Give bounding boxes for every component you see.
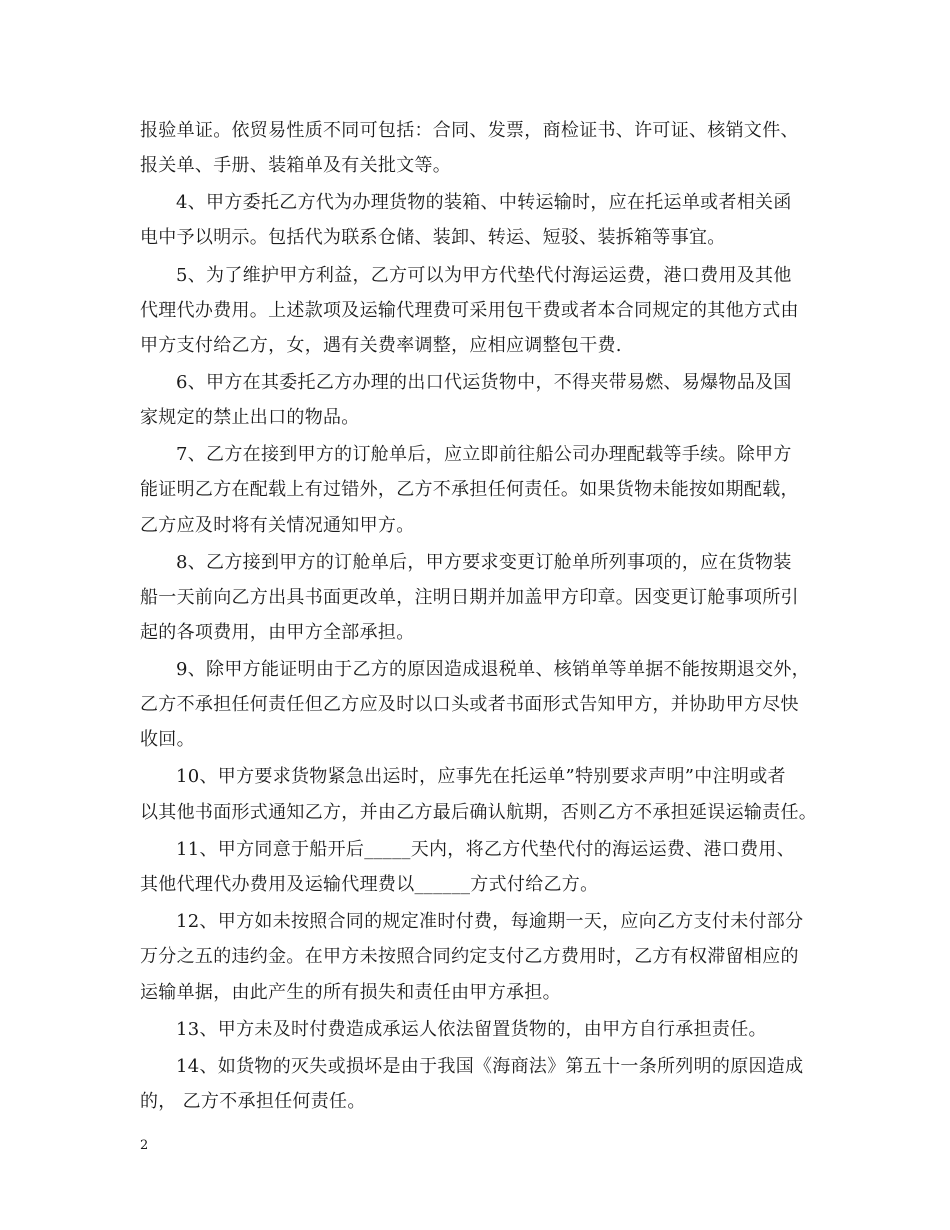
paragraph-line: 乙方不承担任何责任但乙方应及时以口头或者书面形式告知甲方，并协助甲方尽快 — [140, 694, 799, 715]
paragraph-line: 9、除甲方能证明由于乙方的原因造成退税单、核销单等单据不能按期退交外， — [176, 659, 810, 680]
paragraph-line: 万分之五的违约金。在甲方未按照合同约定支付乙方费用时，乙方有权滞留相应的 — [140, 946, 799, 967]
page-number: 2 — [140, 1138, 149, 1153]
paragraph-line: 的， 乙方不承担任何责任。 — [140, 1091, 366, 1112]
paragraph-line: 6、甲方在其委托乙方办理的出口代运货物中，不得夹带易燃、易爆物品及国 — [176, 372, 792, 393]
paragraph-line: 14、如货物的灭失或损坏是由于我国《海商法》第五十一条所列明的原因造成 — [176, 1056, 804, 1077]
paragraph-line: 8、乙方接到甲方的订舱单后，甲方要求变更订舱单所列事项的，应在货物装 — [176, 552, 792, 573]
paragraph-line: 以其他书面形式通知乙方，并由乙方最后确认航期，否则乙方不承担延误运输责任。 — [140, 802, 818, 823]
paragraph-line: 其他代理代办费用及运输代理费以______方式付给乙方。 — [140, 874, 599, 895]
paragraph-line: 4、甲方委托乙方代为办理货物的装箱、中转运输时，应在托运单或者相关函 — [176, 192, 792, 213]
paragraph-line: 收回。 — [140, 729, 195, 750]
paragraph-line: 12、甲方如未按照合同的规定准时付费，每逾期一天，应向乙方支付未付部分 — [176, 911, 804, 932]
paragraph-line: 报验单证。依贸易性质不同可包括：合同、发票，商检证书、许可证、核销文件、 — [140, 120, 799, 141]
paragraph-line: 报关单、手册、装箱单及有关批文等。 — [140, 155, 452, 176]
paragraph-line: 船一天前向乙方出具书面更改单，注明日期并加盖甲方印章。因变更订舱事项所引 — [140, 587, 799, 608]
paragraph-line: 11、甲方同意于船开后_____天内，将乙方代垫代付的海运运费、港口费用、 — [176, 839, 796, 860]
paragraph-line: 能证明乙方在配载上有过错外，乙方不承担任何责任。如果货物未能按如期配载， — [140, 479, 799, 500]
paragraph-line: 家规定的禁止出口的物品。 — [140, 407, 360, 428]
paragraph-line: 起的各项费用，由甲方全部承担。 — [140, 622, 415, 643]
paragraph-line: 5、为了维护甲方利益，乙方可以为甲方代垫代付海运运费，港口费用及其他 — [176, 265, 792, 286]
paragraph-line: 10、甲方要求货物紧急出运时，应事先在托运单”特别要求声明”中注明或者 — [176, 766, 786, 787]
paragraph-line: 13、甲方未及时付费造成承运人依法留置货物的，由甲方自行承担责任。 — [176, 1019, 767, 1040]
paragraph-line: 运输单据，由此产生的所有损失和责任由甲方承担。 — [140, 982, 561, 1003]
paragraph-line: 电中予以明示。包括代为联系仓储、装卸、转运、短驳、装拆箱等事宜。 — [140, 227, 726, 248]
paragraph-line: 甲方支付给乙方，女，遇有关费率调整，应相应调整包干费. — [140, 335, 622, 356]
paragraph-line: 乙方应及时将有关情况通知甲方。 — [140, 515, 415, 536]
paragraph-line: 代理代办费用。上述款项及运输代理费可采用包干费或者本合同规定的其他方式由 — [140, 300, 799, 321]
paragraph-line: 7、乙方在接到甲方的订舱单后，应立即前往船公司办理配载等手续。除甲方 — [176, 444, 792, 465]
